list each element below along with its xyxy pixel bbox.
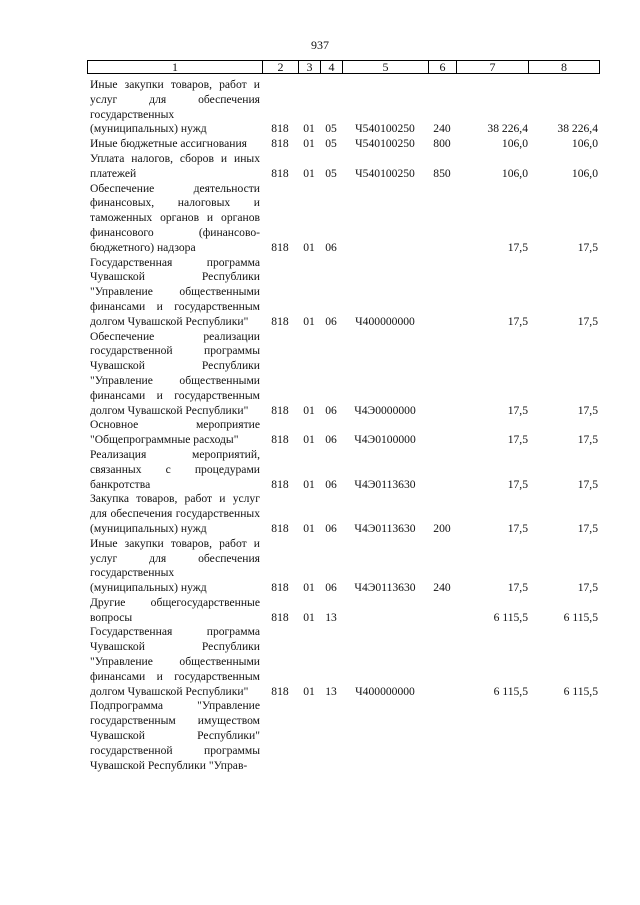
cell-c2: 818 <box>271 166 289 180</box>
table-row <box>0 137 640 152</box>
cell-c2: 818 <box>271 477 289 491</box>
table-row <box>0 152 640 182</box>
row-description: Уплата налогов, сборов и иных платежей <box>90 151 260 180</box>
table-row <box>0 78 640 137</box>
cell-c8: 6 115,5 <box>563 684 598 698</box>
cell-c2: 818 <box>271 684 289 698</box>
cell-c2: 818 <box>271 314 289 328</box>
cell-c7: 17,5 <box>507 240 528 254</box>
cell-c8: 106,0 <box>571 166 598 180</box>
cell-c4: 13 <box>325 610 337 624</box>
cell-c3: 01 <box>303 122 315 136</box>
cell-c7: 6 115,5 <box>493 610 528 624</box>
header-col-4: 4 <box>321 61 343 73</box>
cell-c2: 818 <box>271 521 289 535</box>
cell-c8: 17,5 <box>577 314 598 328</box>
cell-c4: 05 <box>325 137 337 151</box>
table-row <box>0 448 640 492</box>
cell-c3: 01 <box>303 166 315 180</box>
cell-c2: 818 <box>271 403 289 417</box>
cell-c5: Ч540100250 <box>355 137 415 151</box>
cell-c7: 17,5 <box>507 433 528 447</box>
cell-c7: 17,5 <box>507 521 528 535</box>
cell-c7: 17,5 <box>507 477 528 491</box>
cell-c3: 01 <box>303 137 315 151</box>
header-col-3: 3 <box>299 61 321 73</box>
cell-c7: 6 115,5 <box>493 684 528 698</box>
table-row <box>0 330 640 419</box>
cell-c7: 17,5 <box>507 403 528 417</box>
header-col-5: 5 <box>343 61 429 73</box>
row-description: Иные закупки товаров, работ и услуг для обеспечения государственных (муниципальных) нужд <box>90 536 260 595</box>
cell-c7: 38 226,4 <box>487 122 528 136</box>
page-number: 937 <box>311 38 329 52</box>
row-description: Подпрограмма "Управление государственным имуществом Чувашской Республики" государственной программы Чувашской Республики "Управ- <box>90 699 260 772</box>
cell-c4: 06 <box>325 314 337 328</box>
cell-c6: 200 <box>433 521 451 535</box>
cell-c4: 05 <box>325 122 337 136</box>
cell-c7: 17,5 <box>507 314 528 328</box>
cell-c8: 17,5 <box>577 477 598 491</box>
cell-c3: 01 <box>303 403 315 417</box>
cell-c4: 06 <box>325 433 337 447</box>
cell-c8: 38 226,4 <box>557 122 598 136</box>
cell-c3: 01 <box>303 433 315 447</box>
table-header <box>87 60 600 74</box>
cell-c5: Ч4Э0113630 <box>354 521 416 535</box>
row-description: Иные бюджетные ассигнования <box>90 137 247 151</box>
row-description: Государственная программа Чувашской Республики "Управление общественными финансами и государственным долгом Чувашской Республики" <box>90 625 260 698</box>
cell-c7: 17,5 <box>507 581 528 595</box>
cell-c5: Ч540100250 <box>355 166 415 180</box>
cell-c8: 6 115,5 <box>563 610 598 624</box>
cell-c4: 06 <box>325 403 337 417</box>
cell-c3: 01 <box>303 240 315 254</box>
table-row <box>0 596 640 626</box>
cell-c6: 240 <box>433 122 451 136</box>
cell-c3: 01 <box>303 581 315 595</box>
row-description: Обеспечение реализации государственной программы Чувашской Республики "Управление общественными финансами и государственным долгом Чувашской Республики" <box>90 329 260 417</box>
cell-c6: 800 <box>433 137 451 151</box>
table-row <box>0 418 640 448</box>
cell-c3: 01 <box>303 314 315 328</box>
row-description: Другие общегосударственные вопросы <box>90 595 260 624</box>
cell-c5: Ч4Э0113630 <box>354 581 416 595</box>
cell-c5: Ч400000000 <box>355 314 415 328</box>
table-row <box>0 256 640 330</box>
cell-c2: 818 <box>271 610 289 624</box>
row-description: Государственная программа Чувашской Республики "Управление общественными финансами и государственным долгом Чувашской Республики" <box>90 255 260 328</box>
cell-c5: Ч4Э0100000 <box>354 433 416 447</box>
table-row <box>0 492 640 536</box>
header-col-2: 2 <box>263 61 299 73</box>
cell-c6: 850 <box>433 166 451 180</box>
cell-c3: 01 <box>303 521 315 535</box>
cell-c5: Ч540100250 <box>355 122 415 136</box>
cell-c4: 06 <box>325 240 337 254</box>
cell-c2: 818 <box>271 581 289 595</box>
row-description: Обеспечение деятельности финансовых, налоговых и таможенных органов и органов финансового (финансово-бюджетного) надзора <box>90 181 260 254</box>
table-row <box>0 625 640 699</box>
row-description: Закупка товаров, работ и услуг для обеспечения государственных (муниципальных) нужд <box>90 492 260 535</box>
row-description: Иные закупки товаров, работ и услуг для обеспечения государственных (муниципальных) нужд <box>90 78 260 136</box>
header-col-1: 1 <box>88 61 263 73</box>
cell-c8: 17,5 <box>577 581 598 595</box>
cell-c4: 13 <box>325 684 337 698</box>
cell-c5: Ч400000000 <box>355 684 415 698</box>
table-body <box>0 78 640 773</box>
row-description: Реализация мероприятий, связанных с процедурами банкротства <box>90 447 260 491</box>
cell-c5: Ч4Э0113630 <box>354 477 416 491</box>
cell-c8: 17,5 <box>577 403 598 417</box>
cell-c3: 01 <box>303 684 315 698</box>
cell-c8: 17,5 <box>577 521 598 535</box>
cell-c2: 818 <box>271 137 289 151</box>
cell-c4: 06 <box>325 521 337 535</box>
table-row <box>0 699 640 773</box>
cell-c4: 05 <box>325 166 337 180</box>
cell-c7: 106,0 <box>501 166 528 180</box>
header-col-7: 7 <box>457 61 529 73</box>
cell-c8: 17,5 <box>577 240 598 254</box>
cell-c8: 106,0 <box>571 137 598 151</box>
cell-c8: 17,5 <box>577 433 598 447</box>
cell-c2: 818 <box>271 433 289 447</box>
table-row <box>0 182 640 256</box>
cell-c5: Ч4Э0000000 <box>354 403 416 417</box>
cell-c4: 06 <box>325 477 337 491</box>
cell-c6: 240 <box>433 581 451 595</box>
cell-c3: 01 <box>303 610 315 624</box>
cell-c7: 106,0 <box>501 137 528 151</box>
table-row <box>0 537 640 596</box>
cell-c2: 818 <box>271 240 289 254</box>
cell-c4: 06 <box>325 581 337 595</box>
header-col-8: 8 <box>561 60 567 74</box>
header-col-6: 6 <box>429 61 457 73</box>
cell-c3: 01 <box>303 477 315 491</box>
cell-c2: 818 <box>271 122 289 136</box>
row-description: Основное мероприятие "Общепрограммные расходы" <box>90 418 260 447</box>
